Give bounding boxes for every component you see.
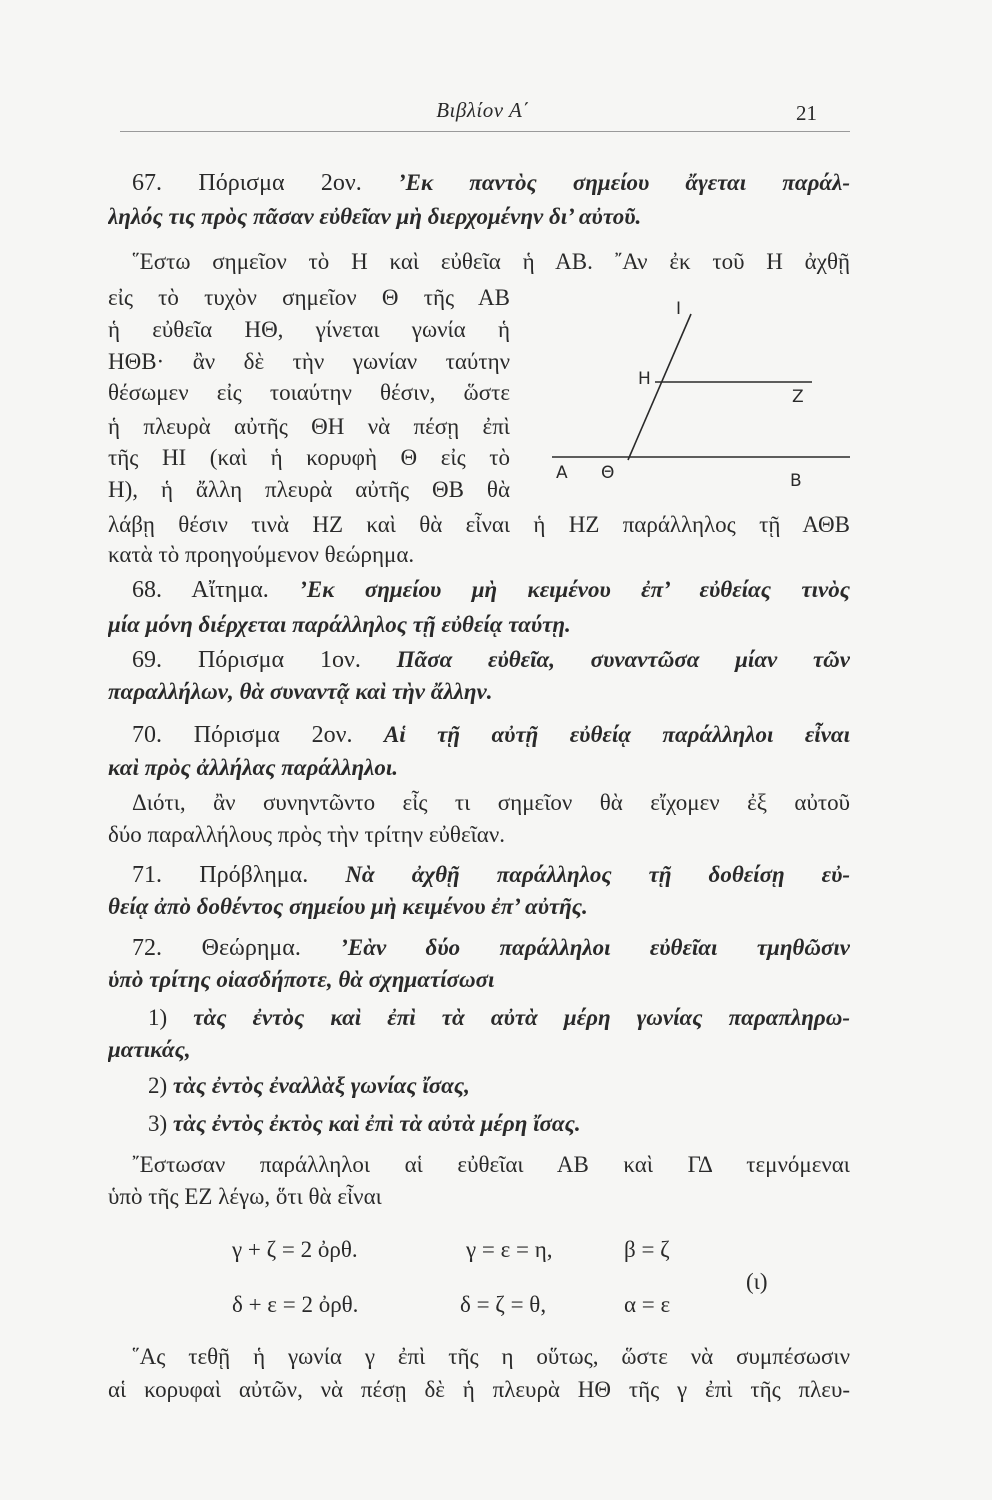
p72-proof-line: ὑπὸ τῆς ΕΖ λέγω, ὅτι θὰ εἶναι	[108, 1184, 382, 1209]
formula: γ + ζ = 2 ὀρθ.	[232, 1237, 358, 1262]
p70-line-1	[132, 719, 850, 751]
formula: δ + ε = 2 ὀρθ.	[232, 1292, 359, 1317]
p72-label: 72. Θεώρημα.	[132, 935, 301, 961]
p69-line-1	[132, 644, 850, 676]
p72-line-1	[132, 932, 850, 964]
page-number: 21	[796, 101, 817, 125]
formula: γ = ε = η,	[466, 1237, 553, 1262]
label-Z: Ζ	[792, 387, 804, 407]
p70-statement-1: Αἱ τῇ αὐτῇ εὐθείᾳ παράλληλοι εἶναι	[383, 722, 850, 747]
p68-statement-1: ’Εκ σημείου μὴ κειμένου ἐπ’ εὐθείας τινὸς	[299, 577, 850, 602]
p67-statement-1: ’Εκ παντὸς σημείου ἄγεται παράλ-	[397, 170, 850, 195]
p67-line-1	[132, 167, 850, 199]
p70-proof-line: δύο παραλλήλους πρὸς τὴν τρίτην εὐθεῖαν.	[108, 822, 505, 847]
p67-proof-line: ἡ πλευρὰ αὐτῆς ΘΗ νὰ πέσῃ ἐπὶ	[108, 414, 510, 439]
p70-line-2	[108, 752, 850, 784]
p69-line-2	[108, 676, 850, 708]
p72-item-2	[148, 1070, 850, 1102]
p67-statement-2: ληλός τις πρὸς πᾶσαν εὐθεῖαν μὴ διερχομένην δι’ αὐτοῦ.	[108, 204, 642, 229]
p68-statement-2: μία μόνη διέρχεται παράλληλος τῇ εὐθείᾳ ταύτῃ.	[108, 612, 571, 637]
item-number: 1)	[148, 1005, 168, 1030]
p70-statement-2: καὶ πρὸς ἀλλήλας παράλληλοι.	[108, 755, 398, 780]
p72-statement-1: ’Εὰν δύο παράλληλοι εὐθεῖαι τμηθῶσιν	[340, 935, 850, 960]
p67-proof-line: ῞Εστω σημεῖον τὸ Η καὶ εὐθεῖα ἡ ΑΒ. ῎Αν ἐκ τοῦ Η ἀχθῇ	[132, 249, 850, 274]
p70-label: 70. Πόρισμα 2ον.	[132, 722, 353, 748]
p68-line-1	[132, 574, 850, 606]
p67-line-2	[108, 201, 850, 233]
p67-proof-line: λάβῃ θέσιν τινὰ ΗΖ καὶ θὰ εἶναι ἡ ΗΖ παράλληλος τῇ ΑΘΒ	[108, 512, 850, 537]
formula-tag: (ι)	[746, 1269, 768, 1294]
formula: β = ζ	[624, 1237, 670, 1262]
item-text: τὰς ἐντὸς ἐναλλὰξ γωνίας ἴσας,	[172, 1073, 470, 1098]
label-theta: Θ	[601, 463, 615, 483]
p67-proof-line: ΗΘΒ· ἂν δὲ τὴν γωνίαν ταύτην	[108, 349, 510, 374]
p72-cont-line: αἱ κορυφαὶ αὐτῶν, νὰ πέσῃ δὲ ἡ πλευρὰ ΗΘ τῆς γ ἐπὶ τῆς πλευ-	[108, 1377, 850, 1402]
label-I: Ι	[676, 299, 682, 319]
item-number: 2)	[148, 1073, 168, 1098]
p72-item-3	[148, 1108, 850, 1140]
p67-proof-line: τῆς ΗΙ (καὶ ἡ κορυφὴ Θ εἰς τὸ	[108, 445, 510, 470]
p67-proof-line: εἰς τὸ τυχὸν σημεῖον Θ τῆς ΑΒ	[108, 285, 510, 310]
p72-item-1	[148, 1002, 850, 1034]
formula: α = ε	[624, 1292, 671, 1317]
formula: δ = ζ = θ,	[460, 1292, 547, 1317]
p72-proof-line: ῎Εστωσαν παράλληλοι αἱ εὐθεῖαι ΑΒ καὶ ΓΔ τεμνόμεναι	[132, 1152, 850, 1177]
p72-cont-line: ῞Ας τεθῇ ἡ γωνία γ ἐπὶ τῆς η οὕτως, ὥστε νὰ συμπέσωσιν	[132, 1344, 850, 1369]
p72-line-2	[108, 964, 850, 996]
p71-label: 71. Πρόβλημα.	[132, 862, 309, 888]
p68-label: 68. Αἴτημα.	[132, 577, 269, 603]
p70-proof-line: Διότι, ἂν συνηντῶντο εἶς τι σημεῖον θὰ εἴχομεν ἐξ αὐτοῦ	[132, 790, 850, 815]
p69-statement-1: Πᾶσα εὐθεῖα, συναντῶσα μίαν τῶν	[396, 647, 850, 672]
p69-label: 69. Πόρισμα 1ον.	[132, 647, 361, 673]
p69-statement-2: παραλλήλων, θὰ συναντᾷ καὶ τὴν ἄλλην.	[108, 679, 493, 704]
item-text-cont: ματικάς,	[108, 1037, 191, 1062]
p71-statement-1: Νὰ ἀχθῇ παράλληλος τῇ δοθείσῃ εὐ-	[345, 862, 850, 887]
p72-item-1-cont	[108, 1034, 850, 1066]
item-text: τὰς ἐντὸς καὶ ἐπὶ τὰ αὐτὰ μέρη γωνίας παραπληρω-	[193, 1005, 850, 1030]
item-text: τὰς ἐντὸς ἐκτὸς καὶ ἐπὶ τὰ αὐτὰ μέρη ἴσας.	[172, 1111, 581, 1136]
label-A: Α	[556, 463, 568, 483]
parallel-lines-figure	[510, 290, 855, 495]
label-H: Η	[638, 369, 651, 389]
p67-proof-line: Η), ἡ ἄλλη πλευρὰ αὐτῆς ΘΒ θὰ	[108, 477, 510, 502]
p67-proof-line: θέσωμεν εἰς τοιαύτην θέσιν, ὥστε	[108, 380, 510, 405]
p71-line-1	[132, 859, 850, 891]
p67-proof-line: κατὰ τὸ προηγούμενον θεώρημα.	[108, 542, 415, 567]
header-rule	[120, 131, 850, 132]
p71-statement-2: θείᾳ ἀπὸ δοθέντος σημείου μὴ κειμένου ἐπ’ αὐτῆς.	[108, 894, 588, 919]
p68-line-2	[108, 609, 850, 641]
p67-label: 67. Πόρισμα 2ον.	[132, 170, 362, 196]
item-number: 3)	[148, 1111, 168, 1136]
running-head: Βιβλίον Α΄	[436, 98, 530, 122]
p71-line-2	[108, 891, 850, 923]
p67-proof-line: ἡ εὐθεῖα ΗΘ, γίνεται γωνία ἡ	[108, 317, 510, 342]
label-B: Β	[790, 471, 802, 491]
p72-statement-2: ὑπὸ τρίτης οἱασδήποτε, θὰ σχηματίσωσι	[108, 967, 495, 992]
